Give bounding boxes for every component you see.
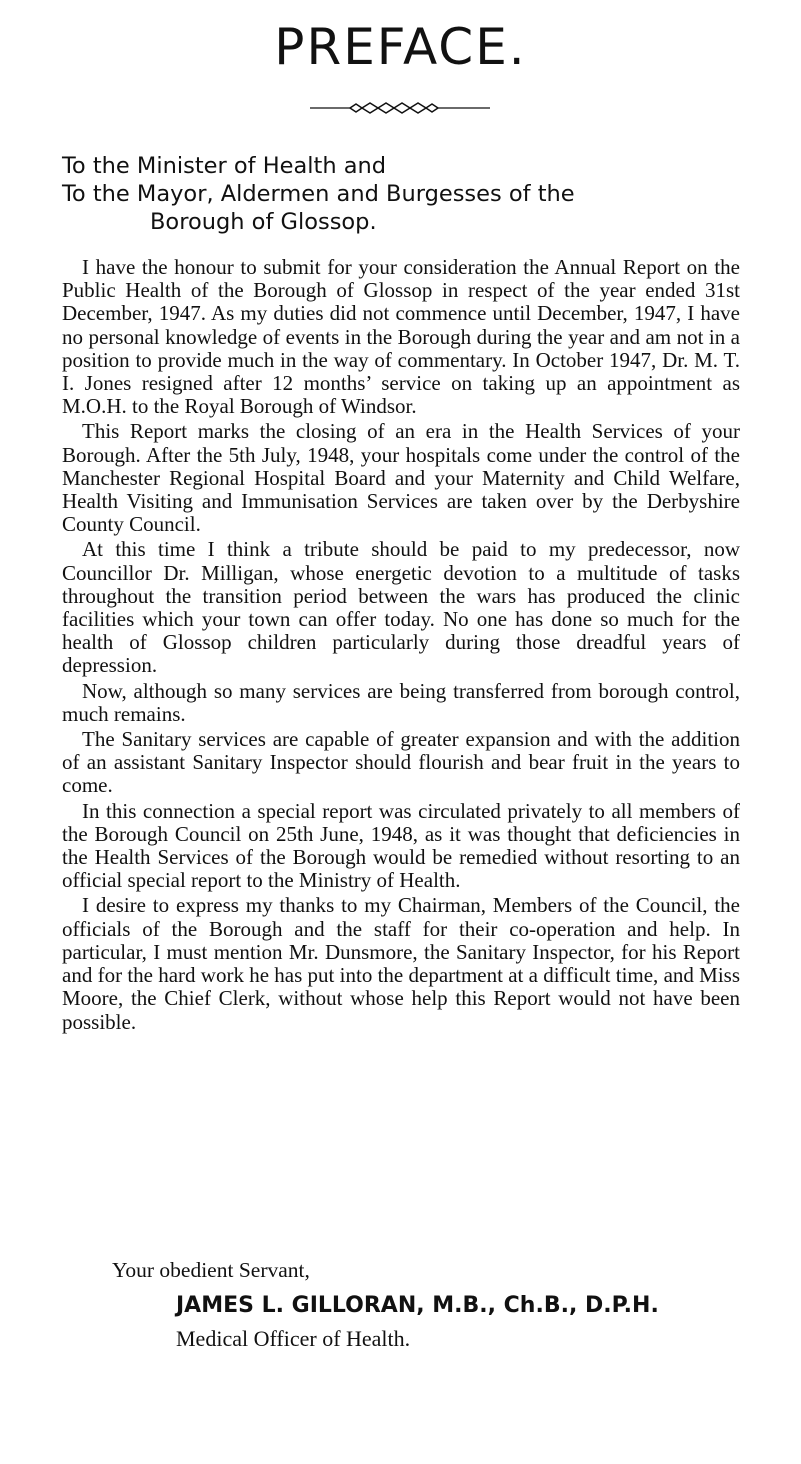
body-text — [62, 256, 740, 1036]
address-line-2: To the Mayor, Aldermen and Burgesses of the — [62, 181, 575, 207]
paragraph: Now, although so many services are being transferred from borough control, much remains. — [62, 678, 740, 726]
address-line-1: To the Minister of Health and — [62, 153, 387, 179]
paragraph: At this time I think a tribute should be paid to my predecessor, now Councillor Dr. Milligan, whose energetic devotion to a multitude of tasks throughout the transition period between the wars has produced the clinic facilities which your town can offer today. No one has done so much for the health of Glossop children particularly during those dreadful years of depression. — [62, 537, 740, 678]
paragraph: In this connection a special report was circulated privately to all members of the Borough Council on 25th June, 1948, as it was thought that deficiencies in the Health Services of the Borough would be remedied without resorting to an official special report to the Ministry of Health. — [62, 798, 740, 893]
address-line-3: Borough of Glossop. — [150, 209, 377, 235]
page-title: PREFACE. — [274, 18, 527, 76]
closing-salutation: Your obedient Servant, — [112, 1258, 310, 1282]
paragraph: This Report marks the closing of an era in the Health Services of your Borough. After the 5th July, 1948, your hospitals come under the control of the Manchester Regional Hospital Board and your Maternity and Child Welfare, Health Visiting and Immunisation Services are taken over by the Derbyshire County Council. — [62, 419, 740, 537]
paragraph: I have the honour to submit for your consideration the Annual Report on the Public Health of the Borough of Glossop in respect of the year ended 31st December, 1947. As my duties did not commence until December, 1947, I have no personal knowledge of events in the Borough during the year and am not in a position to provide much in the way of commentary. In October 1947, Dr. M. T. I. Jones resigned after 12 months’ service on taking up an appointment as M.O.H. to the Royal Borough of Windsor. — [62, 255, 740, 419]
ornament-divider — [310, 100, 490, 116]
paragraph: The Sanitary services are capable of greater expansion and with the addition of an assistant Sanitary Inspector should flourish and bear fruit in the years to come. — [62, 727, 740, 798]
signature-name: JAMES L. GILLORAN, M.B., Ch.B., D.P.H. — [176, 1293, 659, 1318]
paragraph: I desire to express my thanks to my Chairman, Members of the Council, the officials of the Borough and the staff for their co-operation and help. In particular, I must mention Mr. Dunsmore, the Sanitary Inspector, for his Report and for the hard work he has put into the department at a difficult time, and Miss Moore, the Chief Clerk, without whose help this Report would not have been possible. — [62, 893, 740, 1034]
signature-title: Medical Officer of Health. — [176, 1326, 411, 1351]
address-block — [62, 152, 762, 236]
